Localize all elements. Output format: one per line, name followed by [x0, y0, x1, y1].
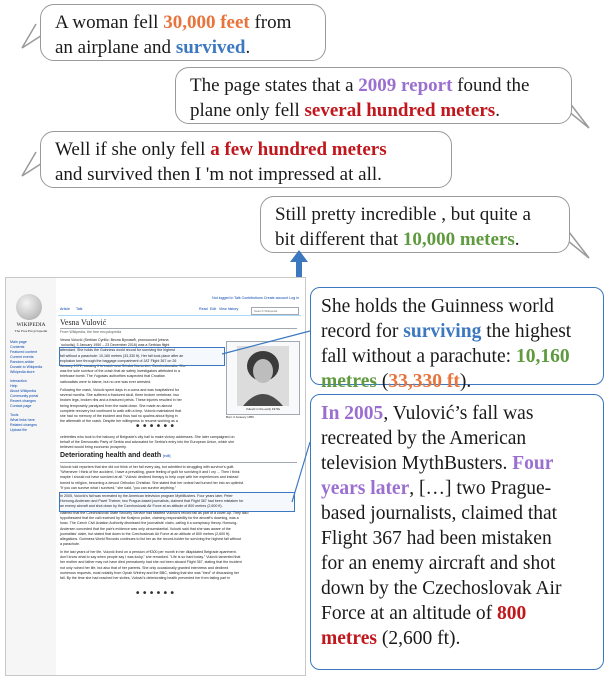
text-line: Following the crash, Vulović spent days in a coma and was hospitalized for [60, 388, 179, 392]
nav-link: Community portal [10, 394, 39, 398]
tab-talk[interactable]: Talk [76, 307, 83, 311]
nav-link: Wikipedia store [10, 370, 35, 374]
highlight-metres-red: metres [321, 628, 377, 649]
text-line: claimed that the Czechoslovak State Security Service had falsified Vulović's record fall as part of a cover-up. They also [60, 511, 249, 515]
text: record for [321, 321, 404, 342]
infobox-born: Born 3 January 1950 [226, 415, 254, 419]
text-line: not only ruined her life, but also that of her parents. She only occasionally granted interviews and declined [60, 565, 229, 570]
text-line: the aftermath of the crash. Despite her willingness to resume working as a [60, 419, 178, 424]
user-links[interactable]: Not logged in Talk Contributions Create account Log in [212, 296, 299, 300]
text: . [514, 229, 520, 250]
highlight-800: 800 [496, 603, 527, 624]
text-line: being temporarily paralyzed from the waist down. She made an almost [60, 403, 173, 408]
text-line: Hornung-Andersen and Pavel Theiner, two Prague-based journalists, claimed that Flight 367 had been mistaken for [60, 499, 244, 504]
highlight-surviving: surviving [403, 321, 482, 342]
text-line: a parachute. [60, 542, 80, 547]
tab-read[interactable]: Read [199, 307, 208, 311]
text-line: hypothesized that the call received by the Kraljevo police, claiming responsibility for the aircraft's downing, was a [60, 516, 239, 521]
text-line: behalf of the Democratic Party of Serbia and advocated for Serbia's entry into the European Union, which she [60, 440, 235, 445]
highlight-meters: several hundred meters [304, 100, 496, 121]
callout-mythbusters [310, 394, 604, 670]
nav-link: Current events [10, 355, 34, 359]
text: ( [376, 371, 389, 392]
text: an airplane and [55, 37, 176, 58]
highlight-10000: 10,000 meters [402, 229, 515, 250]
text: Still pretty incredible , but quite a [275, 204, 531, 225]
nav-link: Recent changes [10, 399, 36, 403]
text-line: attendant. She holds the Guinness world record for surviving the highest [60, 348, 175, 353]
highlight-2005: In 2005 [321, 403, 384, 424]
text: and survived then I 'm not impressed at all. [55, 164, 382, 185]
text-line: Andersen conceded that the pair's evidence was only circumstantial. Vulović said that she was aware of the [60, 526, 231, 531]
nav-link: Donate to Wikipedia [10, 365, 43, 369]
text-line: hoax. The Czech Civil Aviation Authority dismissed the journalists' claim, calling it a conspiracy theory. Hornung- [60, 521, 238, 526]
tab-edit[interactable]: Edit [210, 307, 217, 311]
text-line: January 1972, causing it to crash near Srbská Kamenice, Czechoslovakia. She [60, 364, 186, 369]
ellipsis-dots: •••••• [134, 588, 177, 599]
section-title: Deteriorating health and death [60, 452, 162, 459]
nav-link: What links here [10, 418, 35, 422]
text-line: turned to religion, becoming a devout Orthodox Christian. She stated that her ordeal had turned her into an optimist. [60, 480, 244, 485]
text: The page states that a [190, 75, 359, 96]
infobox-caption: Vulović in the early 1970s [245, 407, 281, 411]
highlight-survived: survived [175, 37, 246, 58]
text: television MythBusters. [321, 453, 513, 474]
text-line: fall without a parachute: 10,160 metres (33,330 ft). Her fall took place after an [60, 353, 184, 358]
text-line: several months. She suffered a fractured skull, three broken vertebrae, two [60, 393, 179, 398]
text: the highest [481, 321, 572, 342]
logo-subtitle: The Free Encyclopedia [14, 329, 48, 333]
text: based journalists, claimed that [321, 503, 558, 524]
text-line: allegations. Guinness World Records continues to list her as the record-holder for surviving the highest fall without [60, 537, 242, 542]
text: Flight 367 had been mistaken [321, 528, 552, 549]
text-line: maybe I should not have survived at all." Vulović declined therapy to help cope with her experiences and instead [60, 475, 239, 480]
wiki-search-input[interactable]: Search Wikipedia [251, 307, 299, 315]
nav-link: Help [10, 384, 18, 388]
highlight-10160: 10,160 [515, 346, 570, 367]
text: bit different that [275, 229, 403, 250]
highlight-33330: 33,330 ft [388, 371, 460, 392]
highlight-feet: 30,000 feet [163, 12, 250, 33]
text-line: journalists' claim, but stated that down to the Czechoslovak Air Force at an altitude of 800 metres (2,600 ft). [60, 531, 231, 536]
article-title: Vesna Vulović [60, 318, 107, 327]
text-line: Vulović told reporters that she did not think of her fall every day, but admitted to struggling with survivor's guilt. [60, 465, 235, 469]
tab-history[interactable]: View history [219, 307, 239, 311]
text-line: she had no memory of the incident and thus had no qualms about flying in [60, 414, 178, 419]
text-line: celebrities who took to the balcony of Belgrade's city hall to make victory addresses. She later campaigned on [60, 435, 235, 439]
nav-link: Interaction [10, 379, 27, 383]
nav-link: Random article [10, 360, 35, 364]
text: She holds the Guinness world [321, 296, 554, 317]
text: Force at an altitude of [321, 603, 497, 624]
text: , Vulović’s fall was [383, 403, 534, 424]
nav-link: Contents [10, 345, 25, 349]
text-line: nationalists were to blame, but no one was ever arrested. [60, 379, 152, 384]
highlight-years-later: years later [321, 478, 410, 499]
text-line: In the last years of her life, Vulović lived on a pension of €300 per month in her dilapidated Belgrade apartment. [60, 550, 237, 554]
text-line: her mother and father may not have died prematurely had she not been aboard Flight 367, stating that the incident [60, 560, 242, 565]
text-line: ˈʋuloʋitɕ]; 3 January 1950 – 23 December 2016) was a Serbian flight [60, 343, 170, 348]
text-line: fall. By the time she had reached her sixties, Vulović's deteriorating health prevented her from taking part in [60, 576, 231, 581]
text-line: Vesna Vulović (Serbian Cyrillic: Весна Вуловић, pronounced [vésna [60, 338, 169, 342]
tab-article[interactable]: Article [60, 307, 70, 311]
text: down by the Czechoslovak Air [321, 578, 562, 599]
text: plane only fell [190, 100, 305, 121]
nav-link: Tools [10, 413, 19, 417]
text: . [245, 37, 251, 58]
logo-title: WIKIPEDIA [16, 322, 46, 328]
text: , […] two Prague- [409, 478, 552, 499]
text-line: broken legs, broken ribs and a fractured pelvis. These injuries resulted in her [60, 398, 182, 403]
text-line: complete recovery but continued to walk with a limp. Vulović maintained that [60, 408, 182, 413]
text: . [495, 100, 500, 121]
text-line: explosion tore through the baggage compartment of JAT Flight 367 on 26 [60, 358, 177, 363]
text-line: believed would bring economic prosperity. [60, 445, 127, 450]
highlight-metres: metres [321, 371, 377, 392]
nav-link: About Wikipedia [10, 389, 36, 393]
text-line: In 2005, Vulović's fall was recreated by the American television program MythBusters. Four years later, Peter [60, 494, 233, 498]
text: from [249, 12, 292, 33]
nav-link: Upload file [10, 428, 27, 432]
highlight-report: 2009 report [358, 75, 453, 96]
nav-link: Featured content [10, 350, 38, 354]
callout-guinness [310, 287, 604, 392]
highlight-four: Four [512, 453, 554, 474]
highlight-few-hundred: a few hundred meters [210, 139, 387, 160]
text-line: briefcase bomb. The Yugoslav authorities suspected that Croatian [60, 374, 165, 379]
nav-link: Related changes [10, 423, 37, 427]
text: recreated by the American [321, 428, 527, 449]
text: for an enemy aircraft and shot [321, 553, 556, 574]
section-edit-link[interactable]: [edit] [163, 454, 171, 458]
text: A woman fell [55, 12, 164, 33]
text: found the [452, 75, 530, 96]
text: ). [459, 371, 472, 392]
text: Well if she only fell [55, 139, 211, 160]
article-source: From Wikipedia, the free encyclopedia [60, 330, 122, 334]
text-line: "If you can survive what I survived," she said, "you can survive anything." [60, 485, 176, 490]
text-line: was the sole survivor of the crash that air safety investigators attributed to a [60, 369, 181, 374]
nav-link: Contact page [10, 404, 32, 408]
ellipsis-dots: •••••• [134, 421, 177, 432]
text-line: don't know what to say when people say I was lucky," she remarked. "Life is so hard today." Vulović lamented that [60, 555, 241, 560]
text: fall without a parachute: [321, 346, 516, 367]
text: (2,600 ft). [376, 628, 461, 649]
text-line: an enemy aircraft and shot down by the Czechoslovak Air Force at an altitude of 800 metres (2,600 ft). [60, 504, 223, 509]
nav-link: Main page [10, 340, 27, 344]
text-line: "Whenever I think of the accident, I have a prevailing, grave feeling of guilt for surviving it and I cry ... Then I think [60, 470, 240, 475]
text-line: numerous requests, most notably from Oprah Winfrey and the BBC, stating that she was "tired" of discussing her [60, 570, 240, 575]
